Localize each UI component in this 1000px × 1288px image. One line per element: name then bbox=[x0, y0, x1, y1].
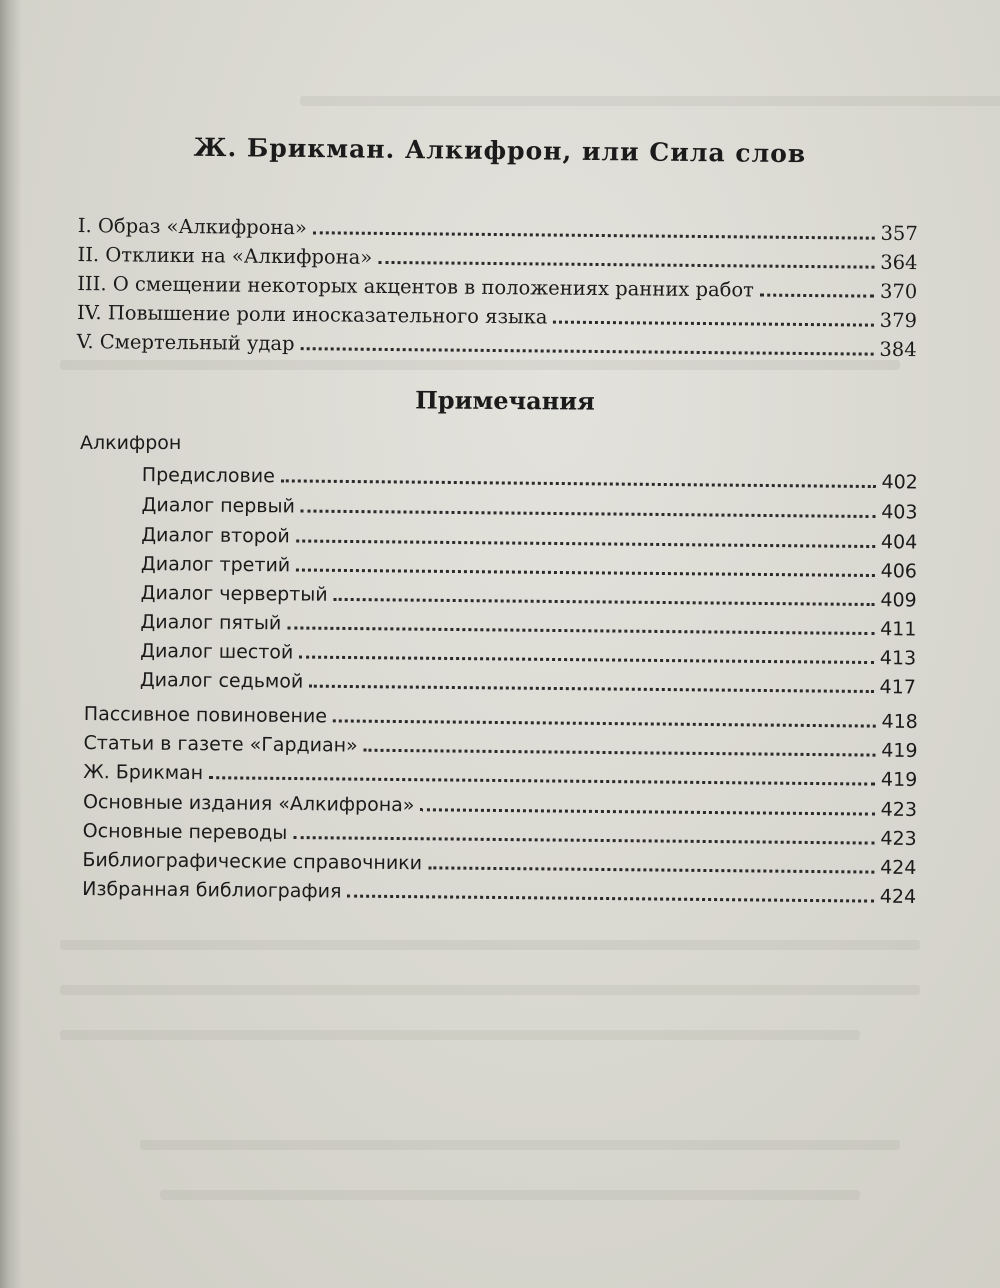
toc-entry-label: III. О смещении некоторых акцентов в положениях ранних работ bbox=[77, 271, 755, 302]
toc-entry-page: 411 bbox=[880, 618, 917, 641]
dot-leader bbox=[428, 866, 874, 873]
toc-entry-page: 409 bbox=[880, 589, 917, 612]
toc-entry-page: 384 bbox=[879, 337, 917, 362]
dot-leader bbox=[333, 719, 876, 727]
toc-entry-label: Предисловие bbox=[141, 463, 275, 488]
toc-entry-label: Статьи в газете «Гардиан» bbox=[83, 731, 358, 757]
dot-leader bbox=[209, 776, 875, 785]
toc-entry-label: Диалог второй bbox=[141, 523, 290, 548]
toc-entry-label: Избранная библиография bbox=[82, 877, 342, 903]
toc-entry-label: Пассивное повиновение bbox=[83, 702, 328, 728]
toc-entry-page: 403 bbox=[881, 501, 918, 524]
dot-leader bbox=[309, 685, 873, 693]
toc-entry-page: 424 bbox=[879, 885, 917, 908]
dot-leader bbox=[347, 895, 873, 903]
toc-entry-label: Основные издания «Алкифрона» bbox=[82, 790, 415, 817]
notes-group-label: Алкифрон bbox=[80, 432, 182, 454]
toc-entry-label: V. Смертельный удар bbox=[76, 329, 295, 356]
dot-leader bbox=[296, 568, 875, 577]
toc-entry-label: Диалог шестой bbox=[140, 639, 294, 664]
toc-entry-label: I. Образ «Алкифрона» bbox=[77, 213, 308, 240]
toc-entry-label: Библиографические справочники bbox=[82, 848, 423, 875]
dot-leader bbox=[300, 347, 873, 355]
toc-entry-label: II. Отклики на «Алкифрона» bbox=[77, 242, 373, 269]
toc-entry-page: 417 bbox=[879, 676, 916, 699]
toc-entry-page: 406 bbox=[880, 560, 918, 583]
dot-leader bbox=[334, 598, 875, 606]
toc-entry-page: 423 bbox=[880, 798, 918, 822]
dot-leader bbox=[364, 749, 876, 757]
toc-entry-page: 379 bbox=[879, 308, 918, 333]
toc-entry-page: 419 bbox=[880, 768, 918, 792]
toc-entry-page: 404 bbox=[880, 531, 918, 554]
toc-entry-page: 402 bbox=[881, 471, 918, 494]
dot-leader bbox=[760, 294, 874, 298]
dot-leader bbox=[287, 626, 874, 635]
dot-leader bbox=[293, 836, 874, 845]
toc-entry-page: 424 bbox=[880, 856, 917, 879]
toc-entry-page: 364 bbox=[880, 250, 918, 275]
toc-entry-page: 418 bbox=[881, 710, 918, 734]
toc-entry-label: Ж. Брикман bbox=[83, 760, 204, 785]
toc-entry-page: 413 bbox=[879, 647, 917, 670]
dot-leader bbox=[301, 510, 875, 519]
essay-title: Ж. Брикман. Алкифрон, или Сила слов bbox=[193, 132, 807, 169]
essay-contents bbox=[76, 210, 918, 362]
dot-leader bbox=[420, 808, 874, 815]
toc-entry-page: 423 bbox=[880, 827, 917, 850]
dot-leader bbox=[299, 656, 874, 665]
dot-leader bbox=[378, 261, 874, 269]
toc-entry-label: Диалог червертый bbox=[140, 581, 328, 606]
dot-leader bbox=[553, 321, 873, 327]
toc-entry-label: Диалог пятый bbox=[140, 610, 282, 635]
notes-title: Примечания bbox=[415, 385, 595, 416]
dot-leader bbox=[296, 539, 875, 548]
notes-subcontents bbox=[139, 459, 918, 699]
dot-leader bbox=[313, 231, 875, 239]
toc-entry-label: Основные переводы bbox=[82, 819, 288, 844]
toc-entry-label: Диалог седьмой bbox=[139, 668, 304, 693]
dot-leader bbox=[281, 479, 876, 488]
toc-entry-label: Диалог первый bbox=[141, 493, 296, 518]
toc-entry-page: 419 bbox=[881, 739, 918, 763]
toc-entry-label: Диалог третий bbox=[140, 552, 291, 577]
notes-contents bbox=[82, 698, 918, 908]
toc-entry-page: 357 bbox=[880, 221, 918, 246]
toc-entry-page: 370 bbox=[879, 279, 918, 304]
toc-entry-label: IV. Повышение роли иносказательного языка bbox=[76, 300, 548, 329]
